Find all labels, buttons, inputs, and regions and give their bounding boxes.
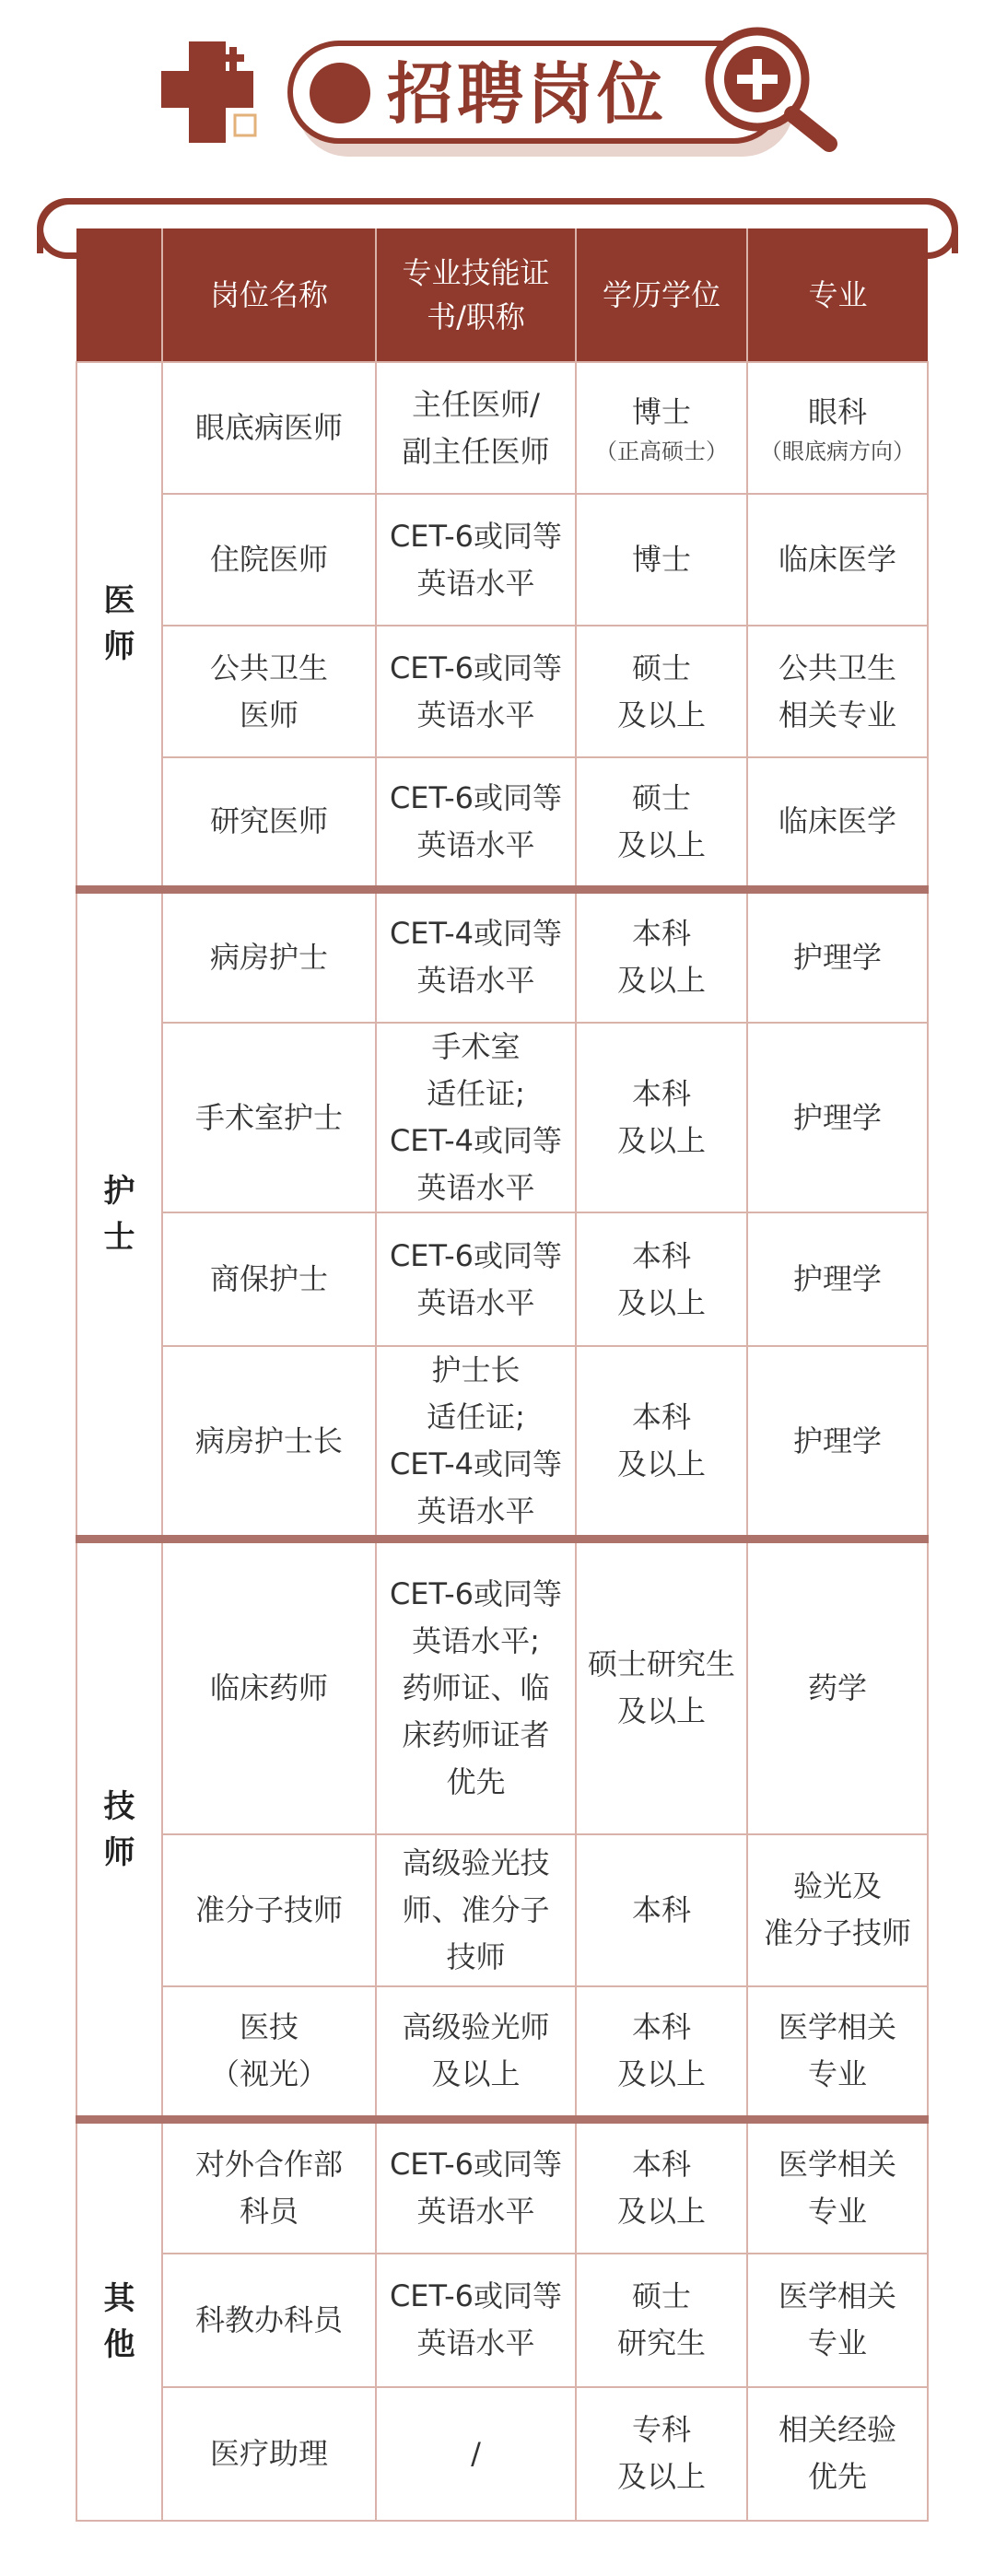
major-text: 优先 <box>807 2459 867 2494</box>
cert-text: 英语水平 <box>416 565 535 601</box>
cert-text: 手术室 <box>431 1029 521 1064</box>
cell-major <box>747 2387 928 2521</box>
table-row <box>76 757 928 889</box>
cell-cert <box>376 2387 576 2521</box>
cell-cert <box>376 626 576 757</box>
degree-note: （正高硕士） <box>595 439 728 464</box>
cert-text: 英语水平 <box>416 826 535 862</box>
cert-text: CET-6或同等 <box>389 650 563 685</box>
degree-text: 本科 <box>631 916 691 952</box>
name-text: 医技 <box>239 2009 298 2045</box>
cell-major <box>747 2254 928 2387</box>
degree-text: 及以上 <box>616 2193 706 2229</box>
degree-text: 专科 <box>631 2412 691 2447</box>
cell-name <box>162 757 376 889</box>
cell-name <box>162 889 376 1023</box>
cell-name <box>162 1986 376 2120</box>
degree-text: 及以上 <box>616 697 706 732</box>
degree-text: 研究生 <box>616 2325 706 2360</box>
cell-name <box>162 1834 376 1986</box>
cell-cert <box>376 362 576 494</box>
cell-name <box>162 494 376 626</box>
cell-name <box>162 362 376 494</box>
table-body <box>76 362 928 2521</box>
name-text: 对外合作部 <box>194 2146 343 2182</box>
table-row <box>76 889 928 1023</box>
major-text: 护理学 <box>792 1261 882 1296</box>
degree-text: 本科 <box>631 1076 691 1111</box>
degree-text: 本科 <box>631 2146 691 2182</box>
header-certificate: 专业技能证书/职称 <box>376 228 576 362</box>
cert-text: 英语水平 <box>416 963 535 999</box>
cell-major <box>747 1834 928 1986</box>
category-char: 医 <box>103 582 135 620</box>
cert-text: 师、准分子 <box>402 1891 550 1927</box>
cell-name <box>162 2254 376 2387</box>
degree-text: 硕士 <box>631 650 691 685</box>
category-other <box>76 2120 162 2521</box>
cell-degree <box>576 2120 747 2254</box>
cert-text: 适任证; <box>427 1399 525 1434</box>
major-text: 药学 <box>807 1669 867 1705</box>
category-char: 士 <box>103 1218 135 1256</box>
table-row <box>76 362 928 494</box>
cert-text: CET-6或同等 <box>389 518 563 554</box>
degree-text: 及以上 <box>616 2056 706 2092</box>
table-row <box>76 1834 928 1986</box>
cell-name <box>162 2387 376 2521</box>
cell-name <box>162 1540 376 1834</box>
cert-text: 及以上 <box>431 2056 521 2092</box>
cert-text: CET-4或同等 <box>389 1123 563 1158</box>
cell-degree <box>576 362 747 494</box>
cell-degree <box>576 2254 747 2387</box>
name-text: 病房护士长 <box>194 1423 343 1458</box>
cert-text: CET-6或同等 <box>389 1237 563 1273</box>
name-text: 医师 <box>239 697 298 732</box>
major-text: 临床医学 <box>778 542 896 577</box>
degree-text: 本科 <box>631 1399 691 1434</box>
table-row <box>76 2387 928 2521</box>
cell-cert <box>376 1346 576 1540</box>
cert-text: 英语水平 <box>416 2325 535 2360</box>
cert-text: 英语水平 <box>416 2193 535 2229</box>
cell-degree <box>576 1346 747 1540</box>
name-text: 住院医师 <box>209 542 328 577</box>
page-title: 招聘岗位 <box>387 55 668 133</box>
table-row <box>76 1986 928 2120</box>
cell-degree <box>576 626 747 757</box>
cell-major <box>747 2120 928 2254</box>
magnifier-plus-icon <box>700 22 857 160</box>
cert-text: 高级验光技 <box>402 1844 550 1880</box>
cell-name <box>162 1212 376 1346</box>
cell-major <box>747 626 928 757</box>
header-major: 专业 <box>747 228 928 362</box>
cell-cert <box>376 2120 576 2254</box>
major-text: 相关经验 <box>778 2412 896 2447</box>
degree-text: 博士 <box>631 542 691 577</box>
major-text: 专业 <box>807 2193 867 2229</box>
cell-major <box>747 757 928 889</box>
header-degree: 学历学位 <box>576 228 747 362</box>
page-header <box>0 0 995 184</box>
cert-text: 优先 <box>446 1763 506 1799</box>
title-dot <box>310 63 370 123</box>
category-technician <box>76 1540 162 2120</box>
cell-major <box>747 1212 928 1346</box>
table-row <box>76 626 928 757</box>
major-text: 眼科 <box>807 394 867 429</box>
cert-text: CET-4或同等 <box>389 1446 563 1481</box>
category-char: 护 <box>103 1172 135 1210</box>
major-text: 相关专业 <box>778 697 896 732</box>
degree-text: 及以上 <box>616 1446 706 1481</box>
cell-degree <box>576 1540 747 1834</box>
major-note: （眼底病方向） <box>760 439 915 464</box>
major-text: 临床医学 <box>778 803 896 839</box>
cert-text: 主任医师/ <box>412 386 540 422</box>
major-text: 医学相关 <box>778 2146 896 2182</box>
cell-degree <box>576 889 747 1023</box>
major-text: 护理学 <box>792 1099 882 1135</box>
table-row <box>76 2120 928 2254</box>
cert-text: 技师 <box>446 1938 506 1974</box>
cell-degree <box>576 1212 747 1346</box>
cert-text: CET-6或同等 <box>389 779 563 815</box>
degree-text: 及以上 <box>616 963 706 999</box>
cell-cert <box>376 2254 576 2387</box>
cert-text: 英语水平 <box>416 697 535 732</box>
degree-text: 本科 <box>631 2009 691 2045</box>
cell-cert <box>376 1540 576 1834</box>
cell-cert <box>376 1986 576 2120</box>
cert-text: CET-6或同等 <box>389 2146 563 2182</box>
major-text: 专业 <box>807 2056 867 2092</box>
degree-text: 及以上 <box>616 826 706 862</box>
cert-text: 护士长 <box>431 1352 521 1388</box>
cell-cert <box>376 494 576 626</box>
category-char: 师 <box>103 1833 135 1871</box>
cert-text: CET-6或同等 <box>389 1575 563 1611</box>
cell-major <box>747 1540 928 1834</box>
major-text: 医学相关 <box>778 2278 896 2313</box>
cell-degree <box>576 1986 747 2120</box>
name-text: 科员 <box>239 2193 298 2229</box>
name-text: 公共卫生 <box>209 650 328 685</box>
name-text: 眼底病医师 <box>194 410 343 445</box>
header-category <box>76 228 162 362</box>
cell-major <box>747 1346 928 1540</box>
degree-text: 博士 <box>631 394 691 429</box>
name-text: 科教办科员 <box>194 2301 343 2337</box>
cert-text: 英语水平 <box>416 1170 535 1205</box>
degree-text: 硕士 <box>631 2278 691 2313</box>
degree-text: 及以上 <box>616 1693 706 1729</box>
table-row <box>76 1023 928 1212</box>
cert-text: CET-6或同等 <box>389 2278 563 2313</box>
cert-text: 英语水平; <box>412 1622 540 1658</box>
cell-cert <box>376 1834 576 1986</box>
cert-text: 床药师证者 <box>402 1716 550 1752</box>
degree-text: 及以上 <box>616 2459 706 2494</box>
cell-major <box>747 494 928 626</box>
major-text: 准分子技师 <box>763 1915 911 1950</box>
major-text: 医学相关 <box>778 2009 896 2045</box>
cell-name <box>162 2120 376 2254</box>
cell-major <box>747 362 928 494</box>
major-text: 护理学 <box>792 939 882 975</box>
table-header-row <box>76 228 928 362</box>
table-row <box>76 1346 928 1540</box>
cell-name <box>162 1346 376 1540</box>
name-text: 商保护士 <box>209 1261 328 1296</box>
cert-text: 副主任医师 <box>402 433 550 469</box>
cert-text: 高级验光师 <box>402 2009 550 2045</box>
cell-degree <box>576 2387 747 2521</box>
cell-major <box>747 889 928 1023</box>
table-row <box>76 1212 928 1346</box>
name-text: 病房护士 <box>209 939 328 975</box>
name-text: （视光） <box>209 2056 328 2092</box>
name-text: 医疗助理 <box>209 2435 328 2471</box>
cert-text: 英语水平 <box>416 1493 535 1528</box>
name-text: 手术室护士 <box>194 1099 343 1135</box>
medical-cross-icon <box>161 41 263 143</box>
table-row <box>76 2254 928 2387</box>
cert-text: 适任证; <box>427 1076 525 1111</box>
cell-major <box>747 1986 928 2120</box>
cell-major <box>747 1023 928 1212</box>
degree-text: 本科 <box>631 1891 691 1927</box>
cell-cert <box>376 1212 576 1346</box>
cert-text: / <box>471 2435 481 2471</box>
degree-text: 硕士研究生 <box>587 1646 735 1682</box>
name-text: 准分子技师 <box>194 1891 343 1927</box>
major-text: 公共卫生 <box>778 650 896 685</box>
major-text: 护理学 <box>792 1423 882 1458</box>
name-text: 临床药师 <box>209 1669 328 1705</box>
cell-degree <box>576 757 747 889</box>
cell-cert <box>376 757 576 889</box>
degree-text: 本科 <box>631 1237 691 1273</box>
cell-name <box>162 626 376 757</box>
cert-text: 药师证、临 <box>402 1669 550 1705</box>
jobs-table <box>76 228 929 2522</box>
name-text: 研究医师 <box>209 803 328 839</box>
header-position-name: 岗位名称 <box>162 228 376 362</box>
cell-degree <box>576 1834 747 1986</box>
degree-text: 硕士 <box>631 779 691 815</box>
cell-name <box>162 1023 376 1212</box>
category-nurse <box>76 889 162 1540</box>
major-text: 验光及 <box>792 1868 882 1903</box>
cert-text: CET-4或同等 <box>389 916 563 952</box>
degree-text: 及以上 <box>616 1284 706 1320</box>
category-char: 其 <box>103 2279 135 2317</box>
cell-degree <box>576 494 747 626</box>
category-doctor <box>76 362 162 889</box>
category-char: 他 <box>103 2325 135 2363</box>
major-text: 专业 <box>807 2325 867 2360</box>
category-char: 师 <box>103 628 135 666</box>
table-row <box>76 1540 928 1834</box>
cell-cert <box>376 889 576 1023</box>
cell-cert <box>376 1023 576 1212</box>
degree-text: 及以上 <box>616 1123 706 1158</box>
cert-text: 英语水平 <box>416 1284 535 1320</box>
table-row <box>76 494 928 626</box>
category-char: 技 <box>103 1787 135 1825</box>
cell-degree <box>576 1023 747 1212</box>
